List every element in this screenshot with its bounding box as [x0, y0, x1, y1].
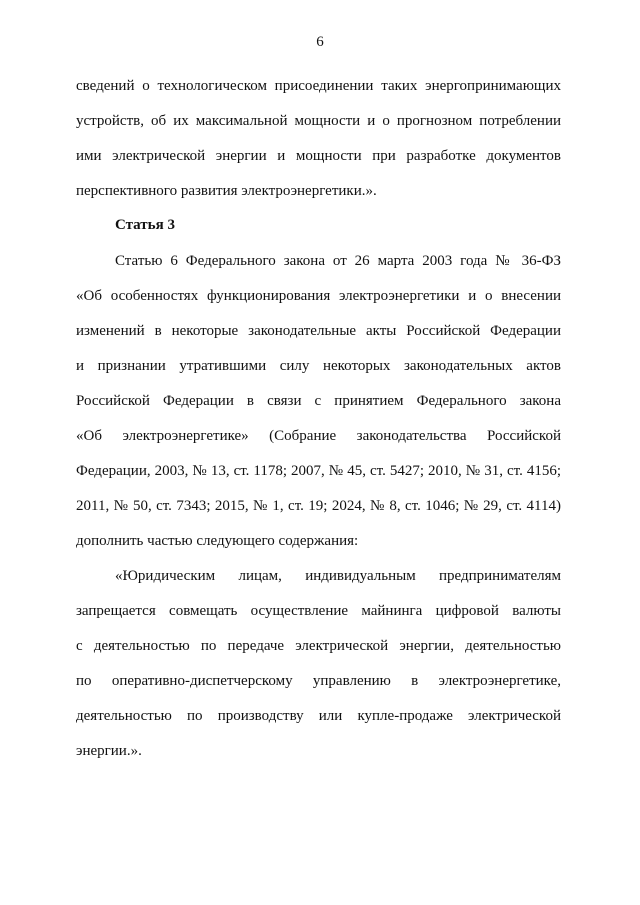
paragraph-1-line-2: устройств, об их максимальной мощности и о прогнозном потреблении: [76, 113, 561, 129]
paragraph-2-line-6: «Об электроэнергетике» (Собрание законодательства Российской: [76, 428, 561, 444]
paragraph-2-line-9: дополнить частью следующего содержания:: [76, 533, 359, 549]
paragraph-2-line-4: и признании утратившими силу некоторых законодательных актов: [76, 358, 561, 374]
paragraph-2-line-1: Статью 6 Федерального закона от 26 марта 2003 года № 36-ФЗ: [115, 253, 561, 269]
paragraph-3-line-3: с деятельностью по передаче электрической энергии, деятельностью: [76, 638, 561, 654]
paragraph-2-line-3: изменений в некоторые законодательные акты Российской Федерации: [76, 323, 561, 339]
paragraph-2-line-5: Российской Федерации в связи с принятием Федерального закона: [76, 393, 561, 409]
paragraph-3-line-1: «Юридическим лицам, индивидуальным предпринимателям: [115, 568, 561, 584]
paragraph-2-line-2: «Об особенностях функционирования электроэнергетики и о внесении: [76, 288, 561, 304]
paragraph-1-line-3: ими электрической энергии и мощности при разработке документов: [76, 148, 561, 164]
paragraph-3-line-4: по оперативно-диспетчерскому управлению в электроэнергетике,: [76, 673, 561, 689]
paragraph-3-line-2: запрещается совмещать осуществление майнинга цифровой валюты: [76, 603, 561, 619]
page-number: 6: [316, 34, 324, 50]
paragraph-3-line-6: энергии.».: [76, 743, 142, 759]
article-heading: Статья 3: [115, 217, 175, 233]
paragraph-3-line-5: деятельностью по производству или купле-продаже электрической: [76, 708, 561, 724]
paragraph-1-line-1: сведений о технологическом присоединении таких энергопринимающих: [76, 78, 561, 94]
paragraph-2-line-8: 2011, № 50, ст. 7343; 2015, № 1, ст. 19; 2024, № 8, ст. 1046; № 29, ст. 4114): [76, 498, 561, 514]
paragraph-1-line-4: перспективного развития электроэнергетики.».: [76, 183, 377, 199]
paragraph-2-line-7: Федерации, 2003, № 13, ст. 1178; 2007, № 45, ст. 5427; 2010, № 31, ст. 4156;: [76, 463, 561, 479]
